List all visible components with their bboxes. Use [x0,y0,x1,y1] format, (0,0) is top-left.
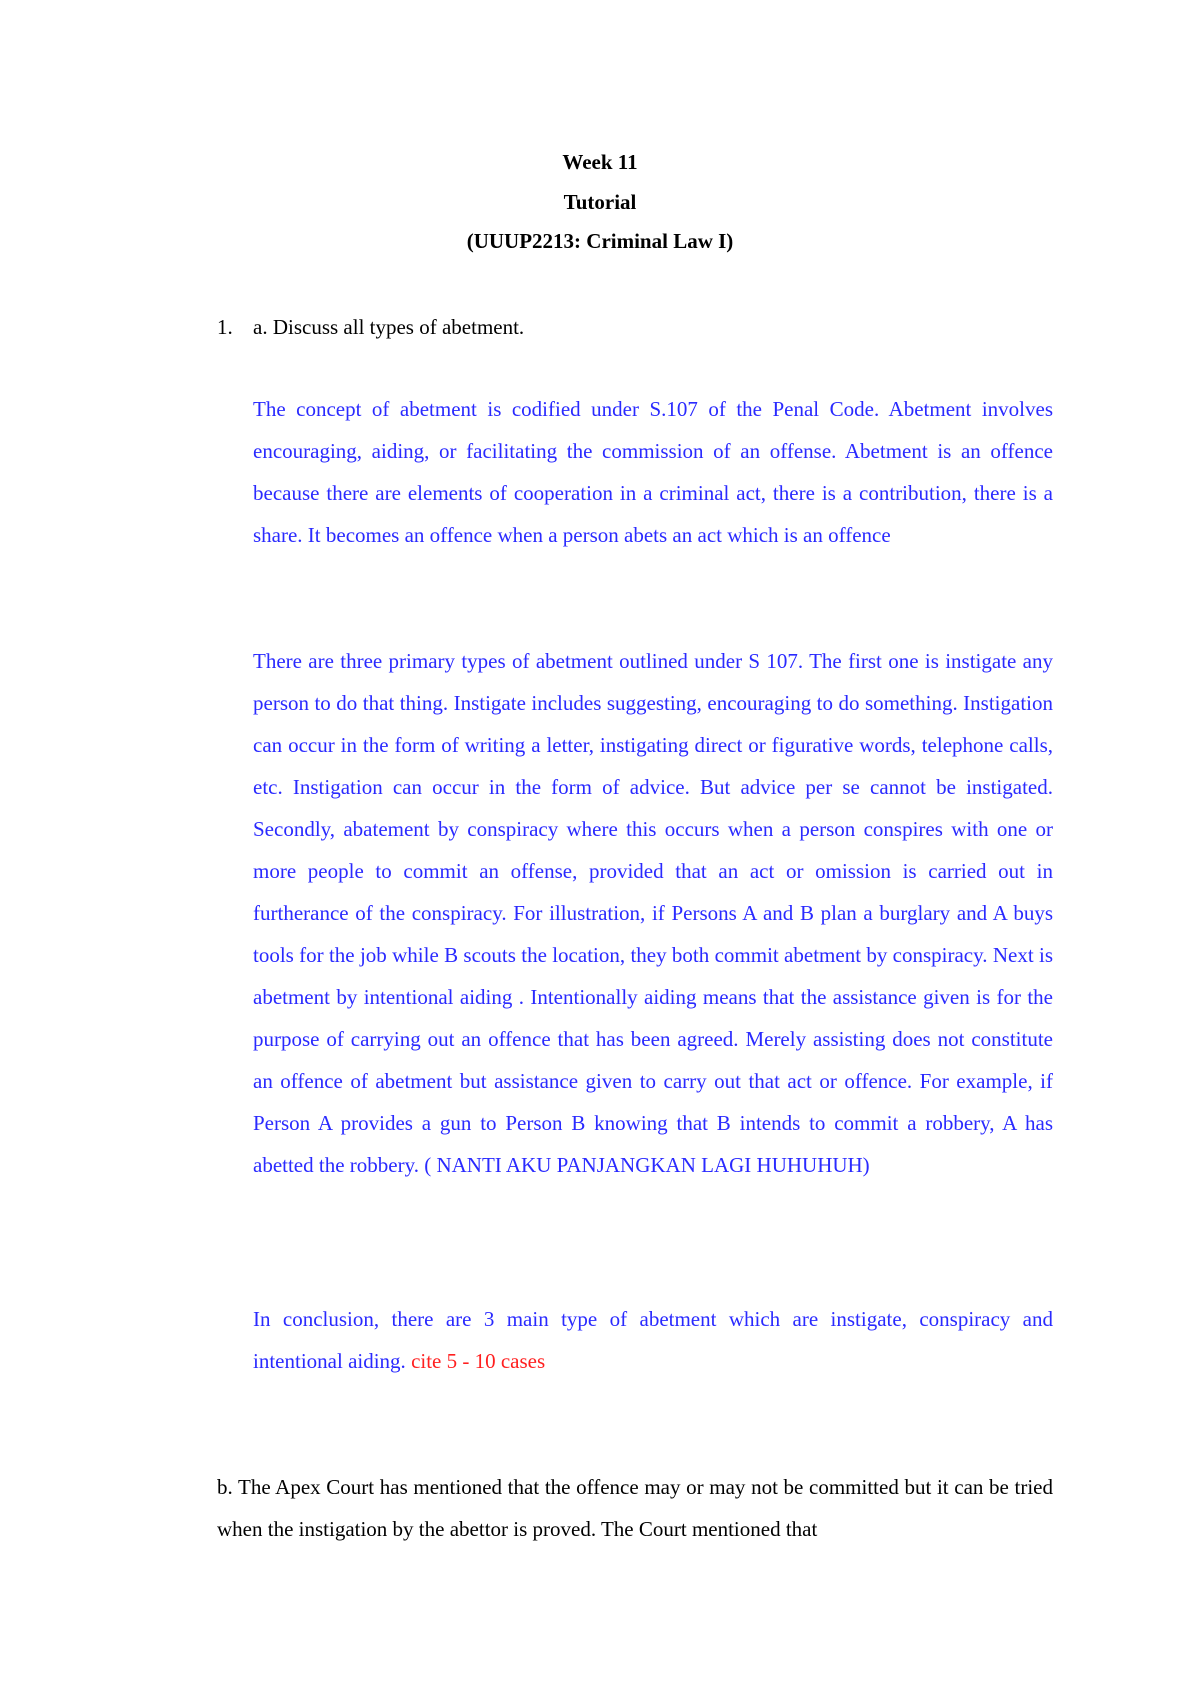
heading-course: (UUUP2213: Criminal Law I) [466,229,734,253]
cite-cases-note: cite 5 - 10 cases [411,1349,546,1373]
answer-paragraph-3 [253,1298,1053,1382]
answer-paragraph-1: The concept of abetment is codified under S.107 of the Penal Code. Abetment involves encouraging, aiding, or facilitating the commission of an offense. Abetment is an offence because there are elements of cooperation in a criminal act, there is a contribution, there is a share. It becomes an offence when a person abets an act which is an offence [253,397,1053,547]
answer-paragraph-2: There are three primary types of abetment outlined under S 107. The first one is instigate any person to do that thing. Instigate includes suggesting, encouraging to do something. Instigation can occur in the form of writing a letter, instigating direct or figurative words, telephone calls, etc. Instigation can occur in the form of advice. But advice per se cannot be instigated. Secondly, abatement by conspiracy where this occurs when a person conspires with one or more people to commit an offense, provided that an act or omission is carried out in furtherance of the conspiracy. For illustration, if Persons A and B plan a burglary and A buys tools for the job while B scouts the location, they both commit abetment by conspiracy. Next is abetment by intentional aiding . Intentionally aiding means that the assistance given is for the purpose of carrying out an offence that has been agreed. Merely assisting does not constitute an offence of abetment but assistance given to carry out that act or offence. For example, if Person A provides a gun to Person B knowing that B intends to commit a robbery, A has abetted the robbery. ( NANTI AKU PANJANGKAN LAGI HUHUHUH) [253,649,1053,1177]
answer-conclusion: In conclusion, there are 3 main type of abetment which are instigate, conspiracy and intentional aiding. [253,1307,1053,1373]
heading-tutorial: Tutorial [563,190,637,214]
heading-week: Week 11 [562,150,638,174]
question-part-a: a. Discuss all types of abetment. [253,315,525,339]
question-part-b: b. The Apex Court has mentioned that the offence may or may not be committed but it can be tried when the instigation by the abettor is proved. The Court mentioned that [217,1475,1053,1541]
question-number: 1. [217,315,233,339]
